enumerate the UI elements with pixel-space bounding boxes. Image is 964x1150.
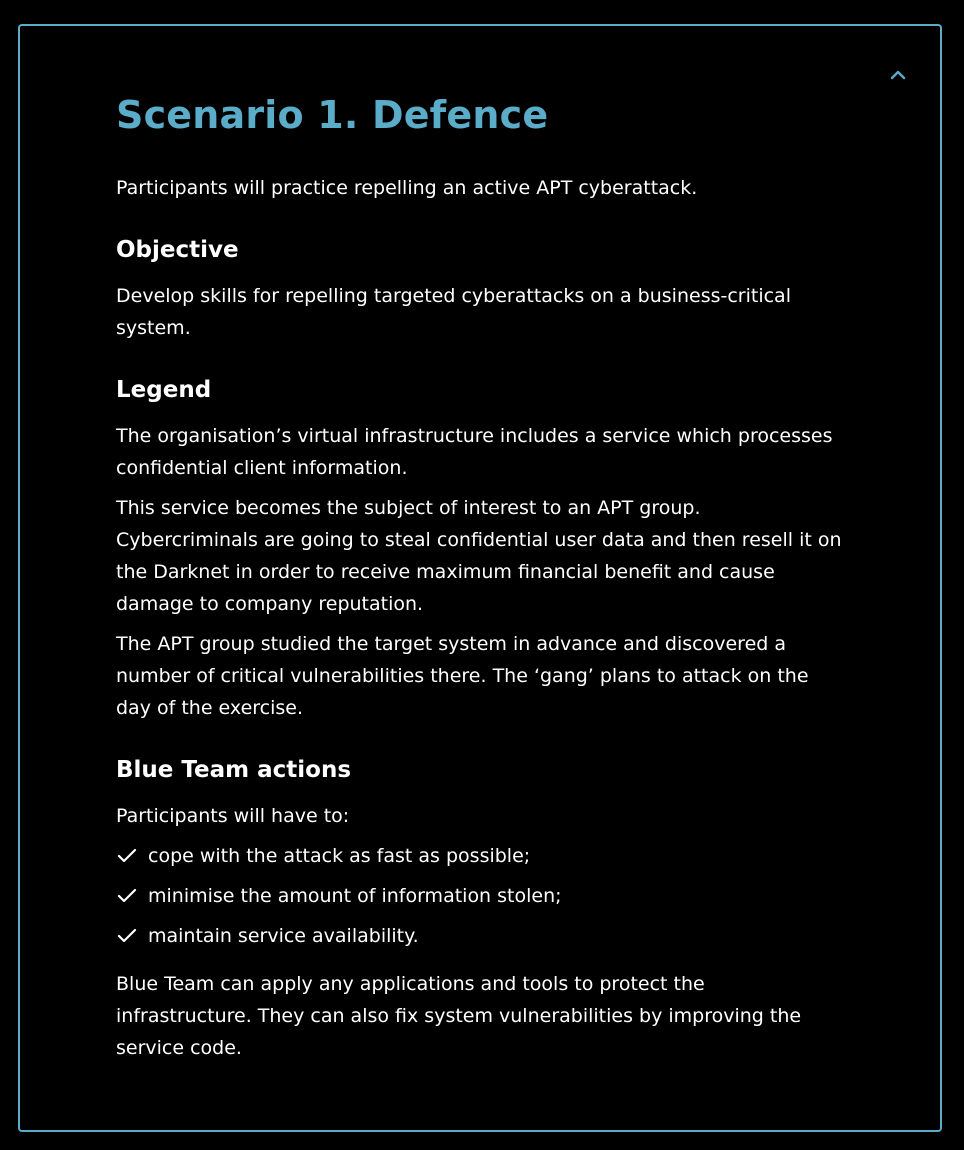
legend-heading: Legend bbox=[116, 377, 212, 403]
collapse-button[interactable] bbox=[886, 64, 910, 86]
objective-text: Develop skills for repelling targeted cyberattacks on a business-critical system. bbox=[116, 285, 791, 339]
check-icon bbox=[116, 845, 138, 867]
scenario-title: Scenario 1. Defence bbox=[116, 93, 549, 137]
action-text: minimise the amount of information stolen; bbox=[148, 885, 562, 907]
check-icon bbox=[116, 885, 138, 907]
blue-team-actions-list bbox=[116, 840, 846, 952]
legend-paragraph: The APT group studied the target system in advance and discovered a number of critical vulnerabilities there. The ‘gang’ plans to attack on the day of the exercise. bbox=[116, 633, 809, 719]
blue-team-heading: Blue Team actions bbox=[116, 757, 352, 783]
chevron-up-icon bbox=[890, 70, 906, 80]
scenario-card bbox=[18, 24, 942, 1132]
scenario-intro: Participants will practice repelling an active APT cyberattack. bbox=[116, 177, 698, 199]
blue-team-closing: Blue Team can apply any applications and tools to protect the infrastructure. They can also fix system vulnerabilities by improving the service code. bbox=[116, 973, 802, 1059]
legend-paragraph: This service becomes the subject of interest to an APT group. Cybercriminals are going to steal confidential user data and then resell it on the Darknet in order to receive maximum financial benefit and cause damage to company reputation. bbox=[116, 497, 842, 615]
check-icon bbox=[116, 925, 138, 947]
legend-paragraph: The organisation’s virtual infrastructure includes a service which processes confidential client information. bbox=[116, 425, 833, 479]
action-text: cope with the attack as fast as possible; bbox=[148, 845, 531, 867]
list-item bbox=[116, 920, 846, 952]
scenario-content bbox=[116, 88, 846, 1064]
action-text: maintain service availability. bbox=[148, 925, 419, 947]
blue-team-intro: Participants will have to: bbox=[116, 805, 350, 827]
list-item bbox=[116, 840, 846, 872]
objective-heading: Objective bbox=[116, 237, 239, 263]
list-item bbox=[116, 880, 846, 912]
